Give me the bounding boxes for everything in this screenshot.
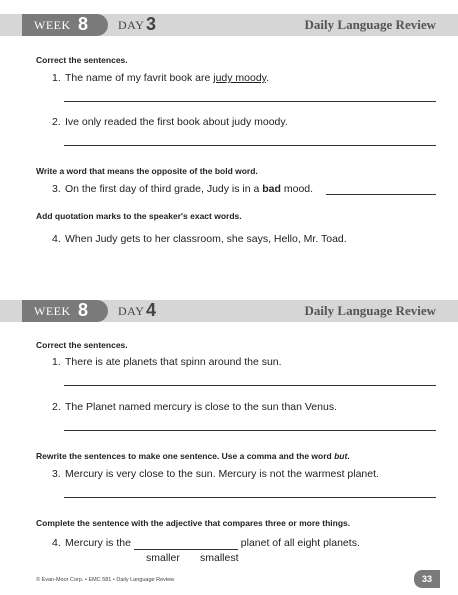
item-number: 1.: [52, 72, 61, 84]
day4-answer-blank-4[interactable]: [134, 537, 238, 550]
day-number: 4: [146, 300, 157, 320]
day4-answer-line-2[interactable]: [64, 430, 436, 431]
item-text-after: .: [266, 72, 270, 84]
day4-answer-line-1[interactable]: [64, 385, 436, 386]
day3-item-2: [52, 116, 288, 128]
day3-instruction-correct: Correct the sentences.: [36, 55, 128, 65]
day4-item-2: [52, 401, 337, 413]
day4-instruction-complete: Complete the sentence with the adjective that compares three or more things.: [36, 518, 351, 528]
choice-smaller: smaller: [146, 552, 180, 564]
day4-item-4: [52, 537, 360, 550]
day3-item-1: [52, 72, 269, 84]
item-text: When Judy gets to her classroom, she says, Hello, Mr. Toad.: [65, 233, 347, 245]
day4-instruction-correct: Correct the sentences.: [36, 340, 128, 350]
page-number: 33: [414, 570, 440, 588]
item-text: Ive only readed the first book about judy moody.: [65, 116, 288, 128]
day3-header: [0, 14, 458, 36]
instruction-text-before: Rewrite the sentences to make one sentence. Use a comma and the word: [36, 451, 335, 461]
week-label: WEEK: [34, 304, 71, 318]
instruction-bold-word: but: [334, 451, 348, 461]
day3-answer-blank-3[interactable]: [326, 194, 436, 195]
item-text-before: The name of my favrit book are: [65, 72, 214, 84]
week-number: 8: [78, 14, 89, 34]
item-number: 2.: [52, 401, 61, 413]
item-text-after: planet of all eight planets.: [237, 537, 360, 549]
item-text: Mercury is very close to the sun. Mercury is not the warmest planet.: [65, 468, 379, 480]
item-underlined-text: judy moody: [213, 72, 267, 84]
item-text: There is ate planets that spinn around the sun.: [65, 356, 282, 368]
item-number: 3.: [52, 183, 61, 195]
item-number: 4.: [52, 537, 61, 549]
bold-word: bad: [262, 183, 281, 195]
day3-item-4: [52, 233, 347, 245]
item-number: 3.: [52, 468, 61, 480]
week-number: 8: [78, 300, 89, 320]
instruction-text-after: .: [347, 451, 350, 461]
day4-answer-line-3[interactable]: [64, 497, 436, 498]
section-title: Daily Language Review: [304, 17, 436, 32]
item-number: 2.: [52, 116, 61, 128]
day3-instruction-quotation: Add quotation marks to the speaker's exact words.: [36, 211, 242, 221]
day3-answer-line-1[interactable]: [64, 101, 436, 102]
day4-item-3: [52, 468, 379, 480]
item-text: The Planet named mercury is close to the sun than Venus.: [65, 401, 337, 413]
day-label: DAY: [118, 304, 145, 318]
day3-instruction-opposite: Write a word that means the opposite of the bold word.: [36, 166, 258, 176]
item-text-before: On the first day of third grade, Judy is in a: [65, 183, 263, 195]
choice-smallest: smallest: [200, 552, 239, 564]
section-title: Daily Language Review: [304, 303, 436, 318]
item-text-before: Mercury is the: [65, 537, 134, 549]
item-number: 1.: [52, 356, 61, 368]
day-number: 3: [146, 14, 157, 34]
day3-answer-line-2[interactable]: [64, 145, 436, 146]
footer-copyright: © Evan-Moor Corp. • EMC 581 • Daily Language Review: [36, 577, 175, 583]
day4-item-1: [52, 356, 282, 368]
item-number: 4.: [52, 233, 61, 245]
day4-header: [0, 300, 458, 322]
day-label: DAY: [118, 18, 145, 32]
day3-item-3: [52, 183, 313, 195]
day4-instruction-rewrite: [36, 451, 350, 461]
week-label: WEEK: [34, 18, 71, 32]
item-text-after: mood.: [280, 183, 314, 195]
